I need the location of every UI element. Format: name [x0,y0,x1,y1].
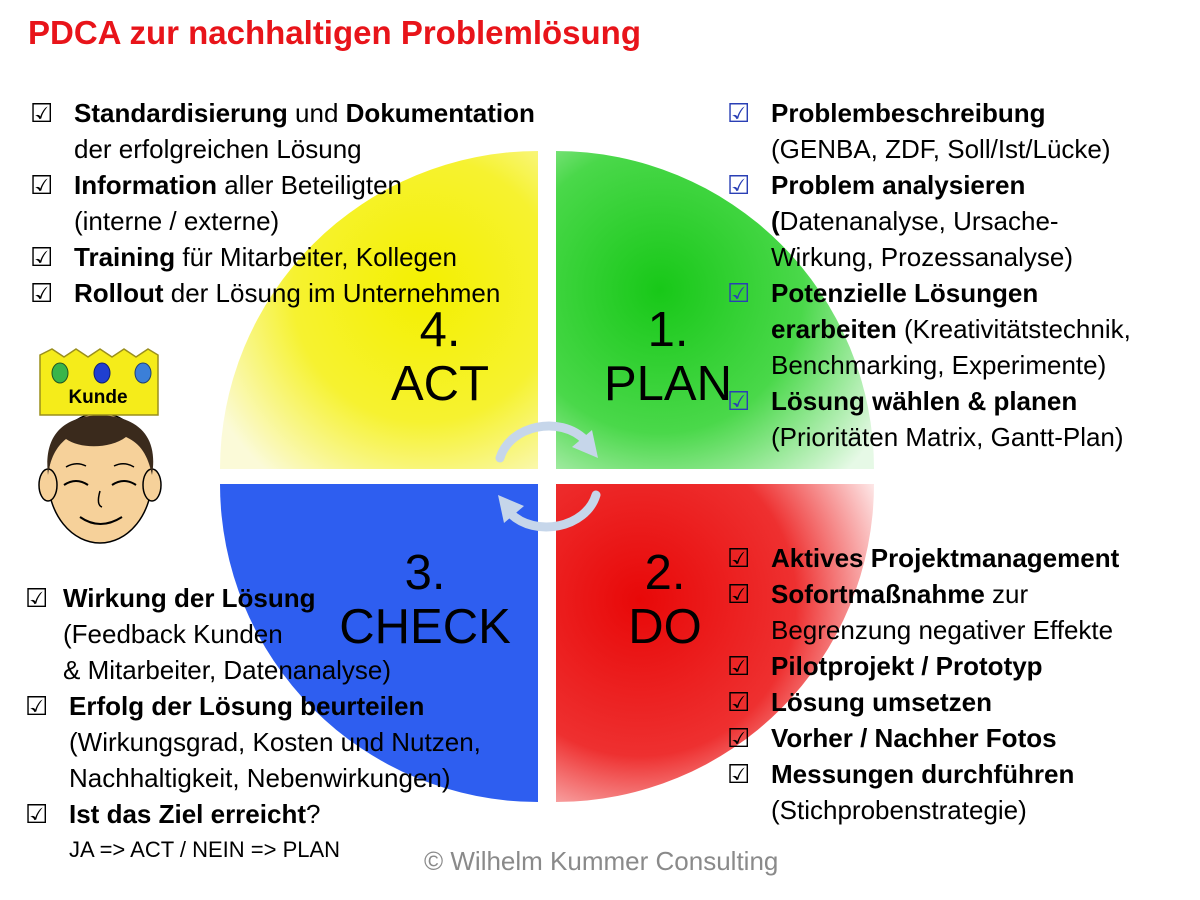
checkbox-icon: ☑ [25,583,49,613]
do-label [595,546,735,654]
customer-king-icon [30,345,175,555]
list-item: ☑ Training für Mitarbeiter, Kollegen [30,239,535,275]
crown-label: Kunde [68,387,128,408]
list-item: ☑ Information aller Beteiligten (interne / externe) [30,167,535,239]
diagram-title: PDCA zur nachhaltigen Problemlösung [28,14,641,51]
checkbox-icon: ☑ [727,579,751,609]
list-item: ☑ Ist das Ziel erreicht? JA => ACT / NEIN => PLAN [25,796,481,868]
list-item: ☑ Sofortmaßnahme zur Begrenzung negativer Effekte [727,576,1119,648]
check-name: CHECK [339,600,511,654]
checkbox-icon: ☑ [30,278,54,308]
list-item: ☑ Lösung umsetzen [727,684,1119,720]
list-item: ☑ Problembeschreibung (GENBA, ZDF, Soll/Ist/Lücke) [727,95,1131,167]
cycle-arrows-icon [498,426,598,527]
plan-name: PLAN [603,357,732,411]
list-item: ☑ Messungen durchführen (Stichprobenstrategie) [727,756,1119,828]
checkbox-icon: ☑ [727,278,751,308]
list-item: ☑ Potenzielle Lösungen erarbeiten (Kreativitätstechnik, Benchmarking, Experimente) [727,275,1131,383]
do-list [727,540,1119,828]
checkbox-icon: ☑ [25,799,49,829]
list-item: ☑ Erfolg der Lösung beurteilen (Wirkungsgrad, Kosten und Nutzen, Nachhaltigkeit, Nebenwirkungen) [25,688,481,796]
act-name: ACT [391,357,489,411]
do-name: DO [628,600,702,654]
list-item: ☑ Problem analysieren (Datenanalyse, Ursache- Wirkung, Prozessanalyse) [727,167,1131,275]
checkbox-icon: ☑ [727,170,751,200]
plan-list [727,95,1131,455]
checkbox-icon: ☑ [727,723,751,753]
list-item: ☑ Standardisierung und Dokumentation der erfolgreichen Lösung [30,95,535,167]
act-number: 4. [419,303,461,357]
check-list [25,580,481,868]
checkbox-icon: ☑ [727,98,751,128]
act-label [365,303,515,411]
plan-label [593,303,743,411]
checkbox-icon: ☑ [30,242,54,272]
list-item: ☑ Wirkung der Lösung (Feedback Kunden & Mitarbeiter, Datenanalyse) [25,580,481,688]
checkbox-icon: ☑ [727,759,751,789]
list-item: ☑ Vorher / Nachher Fotos [727,720,1119,756]
list-item: ☑ Pilotprojekt / Prototyp [727,648,1119,684]
checkbox-icon: ☑ [25,691,49,721]
do-number: 2. [644,546,686,600]
checkbox-icon: ☑ [727,386,751,416]
checkbox-icon: ☑ [727,651,751,681]
list-item: ☑ Aktives Projektmanagement [727,540,1119,576]
act-list [30,95,535,311]
checkbox-icon: ☑ [727,543,751,573]
checkbox-icon: ☑ [30,170,54,200]
copyright: © Wilhelm Kummer Consulting [424,846,779,876]
check-number: 3. [404,546,446,600]
plan-number: 1. [647,303,689,357]
list-item: ☑ Rollout der Lösung im Unternehmen [30,275,535,311]
checkbox-icon: ☑ [30,98,54,128]
list-item: ☑ Lösung wählen & planen (Prioritäten Matrix, Gantt-Plan) [727,383,1131,455]
checkbox-icon: ☑ [727,687,751,717]
